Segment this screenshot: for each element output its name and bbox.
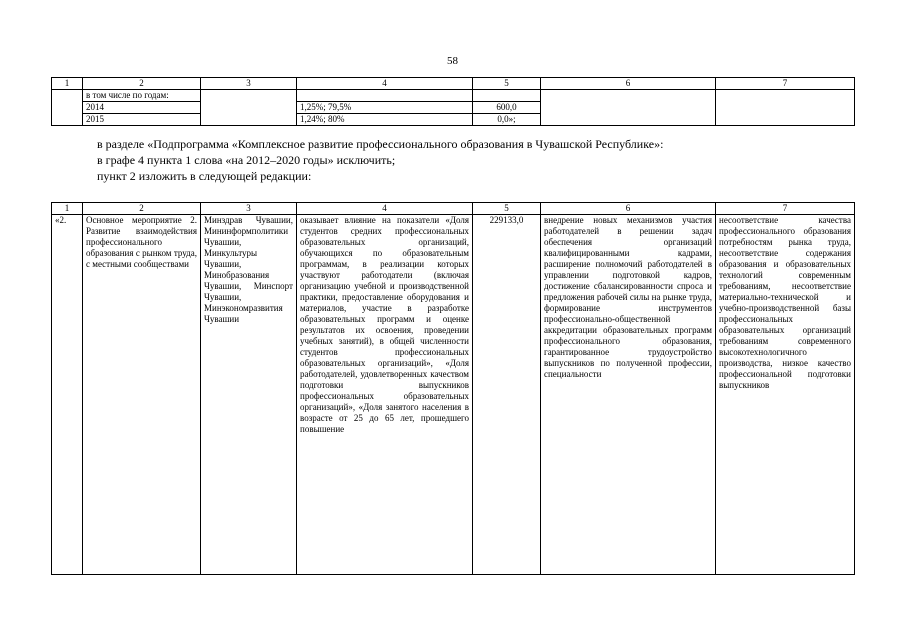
paragraph: в разделе «Подпрограмма «Комплексное развитие профессионального образования в Чувашской Республике»: — [97, 137, 664, 151]
expected-results: внедрение новых механизмов участия работодателей в решении задач обеспечения организаций квалифицированными кадрами, расширение полномочий работодателей в управлении подготовкой кадров, достижение сбалансированности спроса и предложения рабочей силы на рынке труда, формирование инструментов профессионально-общественной аккредитации образовательных программ профессионального образования, гарантированное трудоустройство выпускников по полученной профессии, специальности — [541, 215, 716, 575]
table-cell — [541, 90, 716, 126]
item-number: «2. — [52, 215, 83, 575]
page-number: 58 — [447, 55, 458, 67]
table-cell: 2015 — [83, 114, 201, 126]
column-number: 4 — [297, 203, 473, 215]
table-cell — [716, 90, 855, 126]
column-number: 5 — [473, 78, 541, 90]
table-cell — [52, 90, 83, 126]
responsible-executors: Минздрав Чувашии, Мининформполитики Чувашии, Минкультуры Чувашии, Минобразования Чувашии, Минспорт Чувашии, Минэкономразвития Чувашии — [201, 215, 297, 575]
table-top-header-row — [52, 78, 855, 90]
measure-name: Основное мероприятие 2. Развитие взаимодействия профессионального образования с рынком труда, с местными сообществами — [83, 215, 201, 575]
column-number: 1 — [52, 78, 83, 90]
column-number: 2 — [83, 78, 201, 90]
table-cell: 1,25%; 79,5% — [297, 102, 473, 114]
table-row — [52, 215, 855, 575]
table-cell — [201, 90, 297, 126]
table-cell: 1,24%; 80% — [297, 114, 473, 126]
column-number: 7 — [716, 78, 855, 90]
indicator-influence: оказывает влияние на показатели «Доля студентов средних профессиональных образовательных организаций, обучающихся по образовательным программам, в реализации которых участвуют работодатели (включая организацию учебной и производственной практики, предоставление оборудования и материалов, участие в разработке образовательных программ и оценке результатов их освоения, проведении учебных занятий), в общей численности студентов профессиональных образовательных организаций», «Доля работодателей, удовлетворенных качеством подготовки выпускников профессиональных образовательных организаций», «Доля занятого населения в возрасте от 25 до 65 лет, прошедшего повышение — [297, 215, 473, 575]
column-number: 3 — [201, 203, 297, 215]
table-main-header-row — [52, 203, 855, 215]
table-cell — [297, 90, 473, 102]
table-cell: 600,0 — [473, 102, 541, 114]
table-cell: 2014 — [83, 102, 201, 114]
table-cell: 0,0»; — [473, 114, 541, 126]
column-number: 6 — [541, 78, 716, 90]
table-cell: в том числе по годам: — [83, 90, 201, 102]
column-number: 2 — [83, 203, 201, 215]
table-top — [51, 77, 855, 126]
table-cell — [473, 90, 541, 102]
column-number: 7 — [716, 203, 855, 215]
funding-amount: 229133,0 — [473, 215, 541, 575]
table-main — [51, 202, 855, 575]
column-number: 4 — [297, 78, 473, 90]
risks: несоответствие качества профессионального образования потребностям рынка труда, несоответствие содержания образования и образовательных технологий современным требованиям, несоответствие материально-технической и учебно-производственной базы профессиональных образовательных организаций требованиям современного высокотехнологичного производства, низкое качество профессиональной подготовки выпускников — [716, 215, 855, 575]
paragraph: в графе 4 пункта 1 слова «на 2012–2020 годы» исключить; — [97, 153, 396, 167]
column-number: 1 — [52, 203, 83, 215]
column-number: 5 — [473, 203, 541, 215]
column-number: 6 — [541, 203, 716, 215]
column-number: 3 — [201, 78, 297, 90]
table-row — [52, 90, 855, 102]
paragraph: пункт 2 изложить в следующей редакции: — [97, 169, 312, 183]
